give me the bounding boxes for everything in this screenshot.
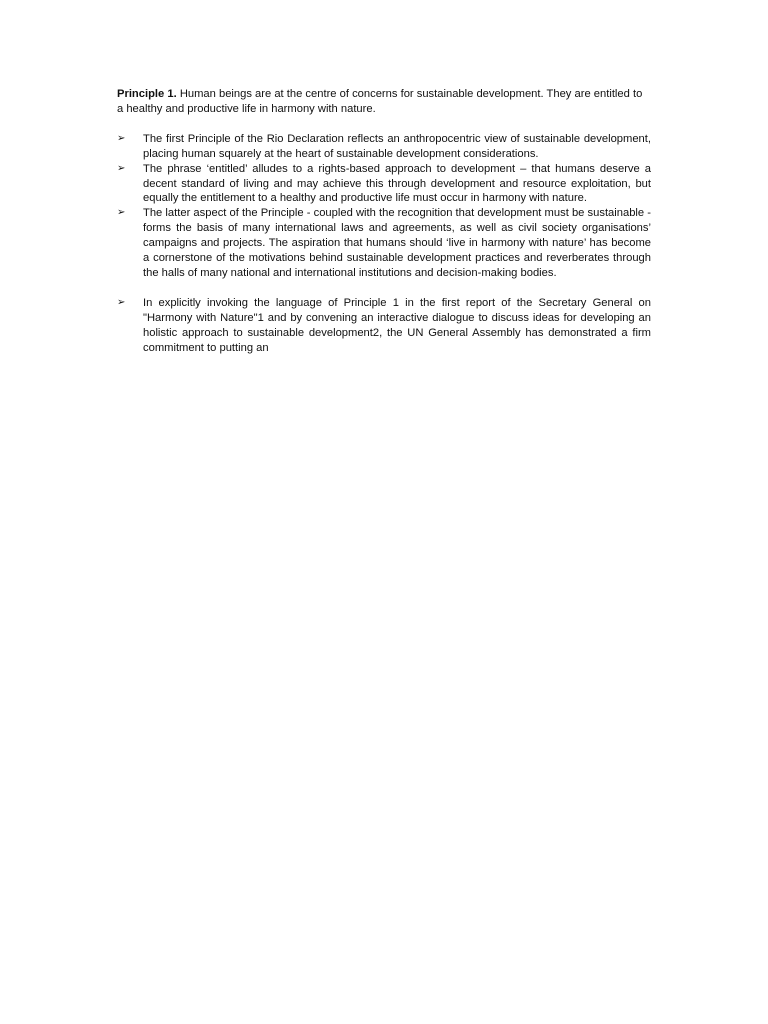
bullet-item [117,206,651,281]
document-body [117,87,651,356]
arrow-bullet-icon: ➢ [117,296,126,308]
bullet-text: The first Principle of the Rio Declaration reflects an anthropocentric view of sustainable development, placing human squarely at the heart of sustainable development considerations. [143,132,651,160]
bullet-item [117,162,651,207]
principle-text: Human beings are at the centre of concerns for sustainable development. They are entitled to a healthy and productive life in harmony with nature. [117,88,643,115]
arrow-bullet-icon: ➢ [117,162,126,174]
arrow-bullet-icon: ➢ [117,132,126,144]
bullet-list [117,132,651,356]
bullet-item [117,296,651,356]
bullet-text: The phrase ‘entitled’ alludes to a rights-based approach to development – that humans deserve a decent standard of living and may achieve this through development and resource exploitation, but equally the entitlement to a healthy and productive life must occur in harmony with nature. [143,162,651,205]
bullet-item [117,132,651,162]
bullet-text: In explicitly invoking the language of Principle 1 in the first report of the Secretary General on "Harmony with Nature"1 and by convening an interactive dialogue to discuss ideas for developing an holistic approach to sustainable development2, the UN General Assembly has demonstrated a firm commitment to putting an [143,296,651,354]
principle-paragraph [117,87,651,117]
principle-heading: Principle 1. [117,88,177,100]
arrow-bullet-icon: ➢ [117,207,126,219]
bullet-text: The latter aspect of the Principle - coupled with the recognition that development must be sustainable - forms the basis of many international laws and agreements, as well as civil society organisations’ campaigns and projects. The aspiration that humans should ‘live in harmony with nature’ has become a cornerstone of the motivations behind sustainable development practices and reverberates through the halls of many national and international institutions and decision-making bodies. [143,207,651,279]
